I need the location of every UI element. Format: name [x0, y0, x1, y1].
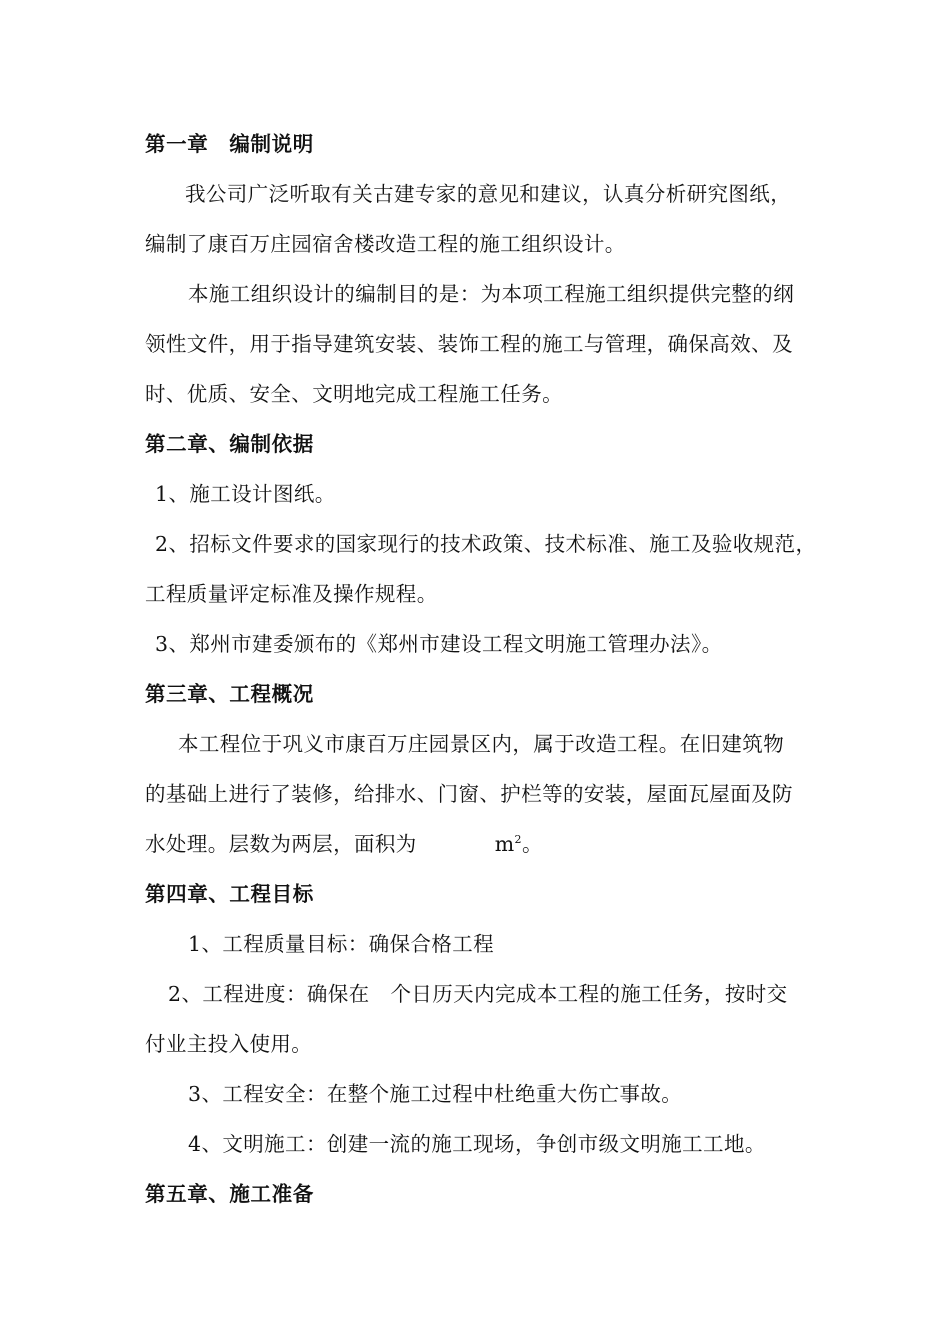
- ch3-area-text: 水处理。层数为两层，面积为: [145, 832, 417, 856]
- ch1-paragraph-1-line-2: 编制了康百万庄园宿舍楼改造工程的施工组织设计。: [145, 232, 626, 256]
- chapter-4-heading: 第四章、工程目标: [145, 882, 314, 906]
- ch2-item-1: 1、施工设计图纸。: [155, 482, 336, 506]
- ch4-item-2-line-2: 付业主投入使用。: [145, 1032, 313, 1056]
- ch2-item-2-line-1: 2、招标文件要求的国家现行的技术政策、技术标准、施工及验收规范，: [155, 532, 817, 556]
- ch3-overview-line-3: [145, 830, 543, 858]
- area-unit-superscript: 2: [514, 833, 522, 847]
- ch4-item-3: 3、工程安全：在整个施工过程中杜绝重大伤亡事故。: [188, 1082, 683, 1106]
- chapter-5-heading: 第五章、施工准备: [145, 1182, 314, 1206]
- ch1-paragraph-2-line-1: 本施工组织设计的编制目的是：为本项工程施工组织提供完整的纲: [188, 282, 795, 306]
- chapter-2-heading: 第二章、编制依据: [145, 432, 314, 456]
- area-unit: m: [494, 832, 515, 856]
- ch1-paragraph-2-line-2: 领性文件，用于指导建筑安装、装饰工程的施工与管理，确保高效、及: [145, 332, 793, 356]
- ch3-line-end: 。: [521, 832, 543, 856]
- ch2-item-3: 3、郑州市建委颁布的《郑州市建设工程文明施工管理办法》。: [155, 632, 723, 656]
- ch4-item-1: 1、工程质量目标：确保合格工程: [188, 932, 495, 956]
- chapter-3-heading: 第三章、工程概况: [145, 682, 314, 706]
- ch1-paragraph-1-line-1: 我公司广泛听取有关古建专家的意见和建议，认真分析研究图纸，: [185, 182, 792, 206]
- ch3-overview-line-2: 的基础上进行了装修，给排水、门窗、护栏等的安装，屋面瓦屋面及防: [145, 782, 793, 806]
- ch3-overview-line-1: 本工程位于巩义市康百万庄园景区内，属于改造工程。在旧建筑物: [178, 732, 785, 756]
- ch4-item-2-line-1: 2、工程进度：确保在 个日历天内完成本工程的施工任务，按时交: [168, 982, 788, 1006]
- ch2-item-2-line-2: 工程质量评定标准及操作规程。: [145, 582, 438, 606]
- chapter-1-heading: 第一章 编制说明: [145, 132, 314, 156]
- ch1-paragraph-2-line-3: 时、优质、安全、文明地完成工程施工任务。: [145, 382, 563, 406]
- ch4-item-4: 4、文明施工：创建一流的施工现场，争创市级文明施工工地。: [188, 1132, 766, 1156]
